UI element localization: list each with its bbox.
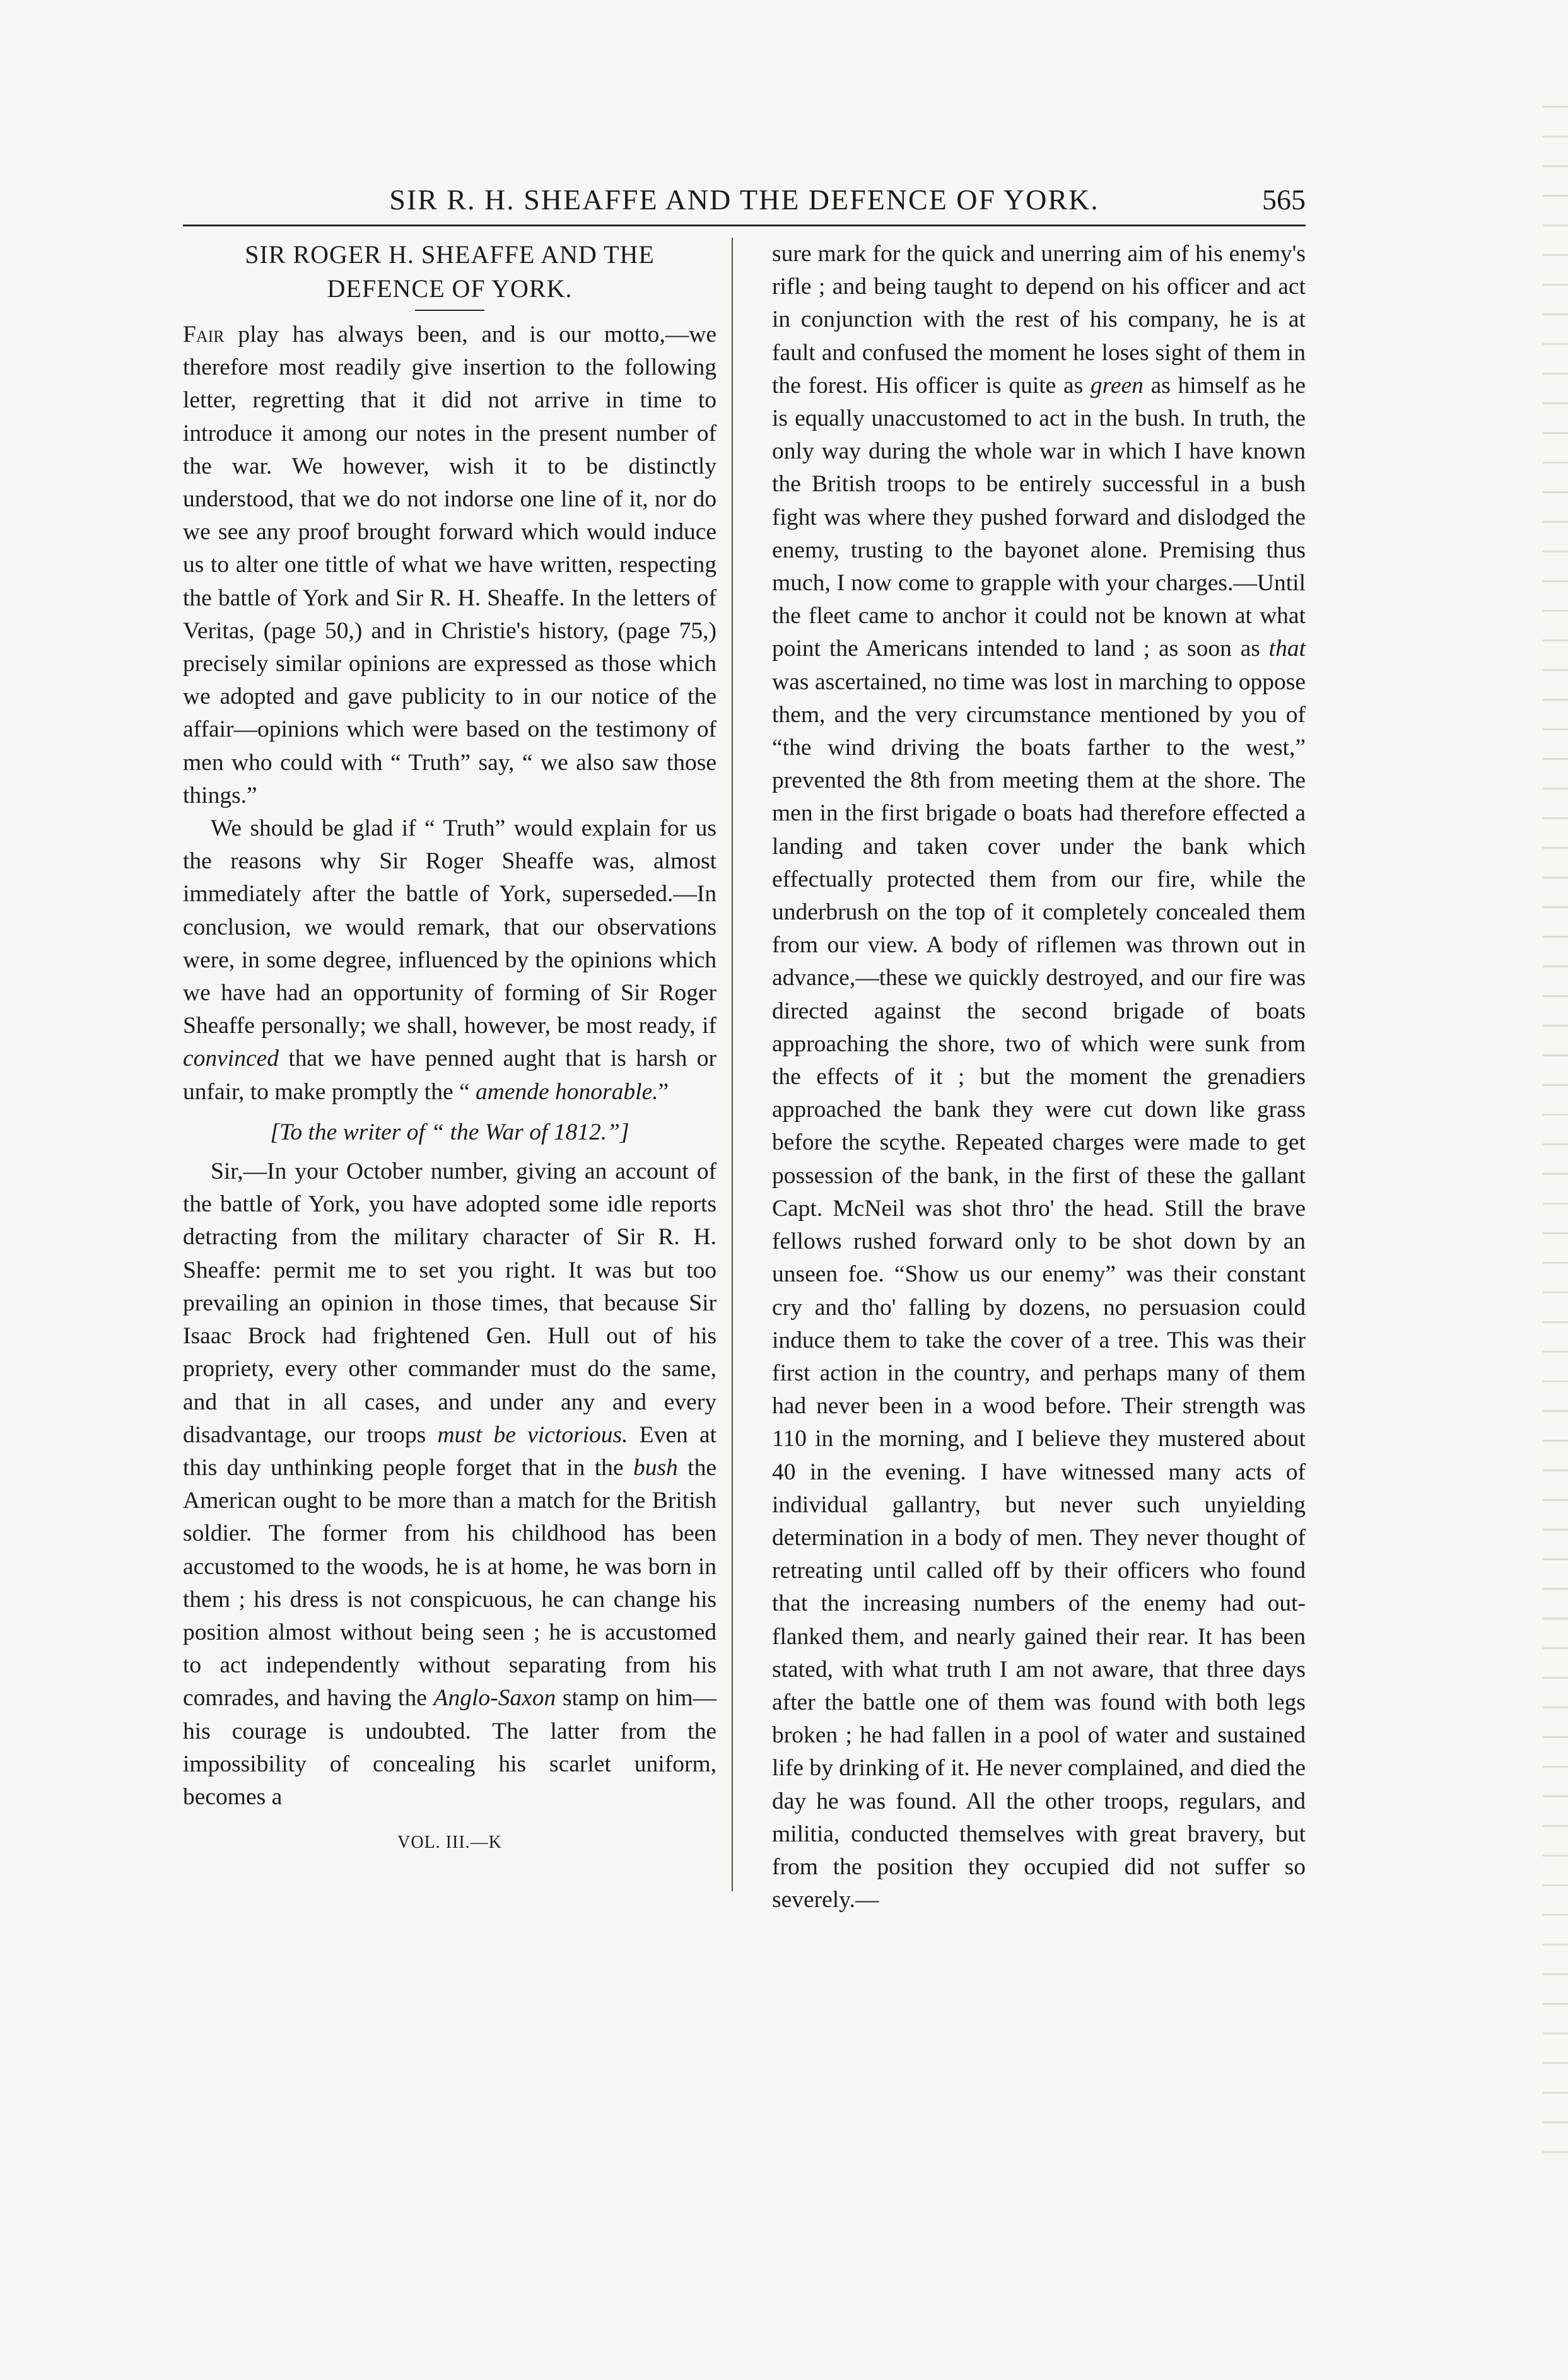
letter-continuation xyxy=(772,238,1306,1916)
running-title: SIR R. H. SHEAFFE AND THE DEFENCE OF YORK. xyxy=(389,184,1099,216)
left-column xyxy=(183,238,717,1916)
col2-text-b: as himself as he is equally unaccustomed to act in the bush. In truth, the only way during the whole war in which I have known the British troops to be entirely successful in a bush fight was where they pushed forward and dislodged the enemy, trusting to the bayonet alone. Premising thus much, I now come to grapple with your charges.—Until the fleet came to anchor it could not be known at what point the Americans intended to land ; as soon as xyxy=(772,372,1306,662)
letter-text-1b: Even at this day unthinking people forget that in the xyxy=(183,1421,717,1481)
page xyxy=(183,183,1306,1916)
editor-note-text-2b: that we have penned aught that is harsh or unfair, to make promptly the “ xyxy=(183,1046,717,1105)
letter-heading: [To the writer of “ the War of 1812.”] xyxy=(270,1119,629,1145)
emphasis-amende-honorable: amende honorable. xyxy=(476,1078,658,1105)
emphasis-anglo-saxon: Anglo-Saxon xyxy=(433,1685,556,1712)
two-column-body xyxy=(183,238,1306,1916)
column-rule xyxy=(732,238,733,1891)
emphasis-must-be-victorious: must be victorious. xyxy=(437,1421,628,1448)
article-title-line-2: DEFENCE OF YORK. xyxy=(327,274,573,303)
emphasis-convinced: convinced xyxy=(183,1046,279,1072)
col2-text-a: sure mark for the quick and unerring aim of his enemy's rifle ; and being taught to depend on his officer and act in conjunction with the rest of his company, he is at fault and confused the moment he loses sight of them in the forest. His officer is quite as xyxy=(772,241,1306,399)
editor-note-paragraph-1 xyxy=(183,318,717,812)
letter-text-1d: stamp on him—his courage is undoubted. The latter from the impossibility of concealing his scarlet uniform, becomes a xyxy=(183,1685,717,1810)
scan-edge-noise xyxy=(1543,95,1568,2176)
editor-note-text-2c: ” xyxy=(658,1078,669,1105)
editor-note-text-1: play has always been, and is our motto,—we therefore most readily give insertion to the following letter, regretting that it did not arrive in time to introduce it among our notes in the present number of the war. We however, wish it to be distinctly understood, that we do not indorse one line of it, nor do we see any proof brought forward which would induce us to alter one tittle of what we have written, respecting the battle of York and Sir R. H. Sheaffe. In the letters of Veritas, (page 50,) and in Christie's history, (page 75,) precisely similar opinions are expressed as those which we adopted and gave publicity to in our notice of the affair—opinions which were based on the testimony of men who could with “ Truth” say, “ we also saw those things.” xyxy=(183,322,717,808)
running-head xyxy=(183,183,1306,226)
emphasis-green: green xyxy=(1090,372,1144,399)
letter-text-1a: Sir,—In your October number, giving an account of the battle of York, you have adopted some idle reports detracting from the military character of Sir R. H. Sheaffe: permit me to set you right. It was but too prevailing an opinion in those times, that because Sir Isaac Brock had frightened Gen. Hull out of his propriety, every other commander must do the same, and that in all cases, and under any and every disadvantage, our troops xyxy=(183,1158,717,1448)
title-divider xyxy=(415,310,484,311)
volume-signature: VOL. III.—K xyxy=(397,1833,502,1853)
article-title-line-1: SIR ROGER H. SHEAFFE AND THE xyxy=(245,240,655,269)
emphasis-that: that xyxy=(1268,636,1306,662)
editor-note-text-2a: We should be glad if “ Truth” would explain for us the reasons why Sir Roger Sheaffe was, almost immediately after the battle of York, superseded.—In conclusion, we would remark, that our observations were, in some degree, influenced by the opinions which we have had an opportunity of forming of Sir Roger Sheaffe personally; we shall, however, be most ready, if xyxy=(183,815,717,1039)
letter-paragraph-1 xyxy=(183,1155,717,1814)
dropcap-word: Fair xyxy=(183,322,225,347)
letter-text-1c: the American ought to be more than a match for the British soldier. The former from his childhood has been accustomed to the woods, he is at home, he was born in them ; his dress is not conspicuous, he can change his position almost without being seen ; he is accustomed to act independently without separating from his comrades, and having the xyxy=(183,1454,717,1712)
emphasis-bush: bush xyxy=(633,1454,678,1481)
page-number: 565 xyxy=(1262,184,1306,216)
right-column xyxy=(772,238,1306,1916)
editor-note-paragraph-2 xyxy=(183,812,717,1109)
article-title xyxy=(183,238,717,306)
col2-text-c: was ascertained, no time was lost in marching to oppose them, and the very circumstance mentioned by you of “the wind driving the boats farther to the west,” prevented the 8th from meeting them at the shore. The men in the first brigade o boats had therefore effected a landing and taken cover under the bank which effectually protected them from our fire, while the underbrush on the top of it completely concealed them from our view. A body of riflemen was thrown out in advance,—these we quickly destroyed, and our fire was directed against the second brigade of boats approaching the shore, two of which were sunk from the effects of it ; but the moment the grenadiers approached the bank they were cut down like grass before the scythe. Repeated charges were made to get possession of the bank, in the first of these the gallant Capt. McNeil was shot thro' the head. Still the brave fellows rushed forward only to be shot down by an unseen foe. “Show us our enemy” was their constant cry and tho' falling by dozens, no persuasion could induce them to take the cover of a tree. This was their first action in the country, and perhaps many of them had never been in a wood before. Their strength was 110 in the morning, and I believe they mustered about 40 in the evening. I have witnessed many acts of individual gallantry, but never such unyielding determination in a body of men. They never thought of retreating until called off by their officers who found that the increasing numbers of the enemy had out-flanked them, and nearly gained their rear. It has been stated, with what truth I am not aware, that three days after the battle one of them was found with both legs broken ; he had fallen in a pool of water and sustained life by drinking of it. He never complained, and died the day he was found. All the other troops, regulars, and militia, conducted themselves with great bravery, but from the position they occupied did not suffer so severely.— xyxy=(772,668,1306,1913)
